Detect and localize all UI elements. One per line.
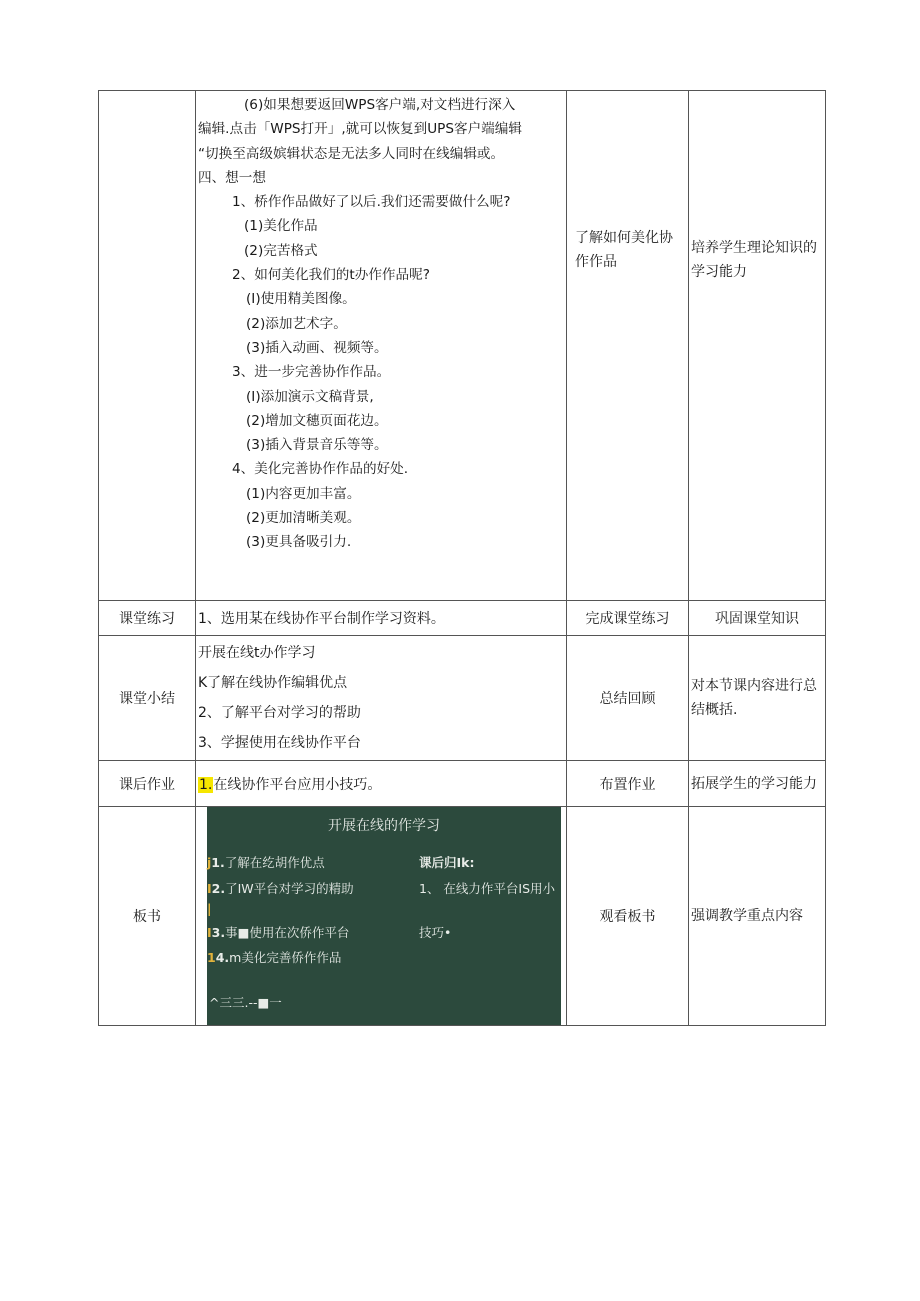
- board-title: 开展在线的作学习: [328, 818, 440, 834]
- summary-line: 2、了解平台对学习的帮助: [198, 705, 361, 721]
- summary-line: K了解在线协作编辑优点: [198, 675, 348, 691]
- content-line: 编辑.点击「WPS打开」,就可以恢复到UPS客户端编辑: [198, 121, 522, 138]
- activity-cell: 完成课堂练习: [567, 601, 689, 636]
- content-line: (2)更加清晰美观。: [246, 510, 361, 527]
- content-line: 4、美化完善协作作品的好处.: [232, 461, 409, 478]
- goal-cell: [689, 807, 826, 1026]
- board-item: 14.m美化完善侨作作品: [207, 950, 342, 965]
- row-label: 课堂小结: [99, 636, 196, 761]
- summary-line: 3、学握使用在线协作平台: [198, 735, 361, 751]
- highlighted-number: 1.: [199, 776, 213, 793]
- content-line: (3)更具备吸引力.: [246, 534, 352, 551]
- summary-line: 开展在线t办作学习: [198, 645, 316, 661]
- goal-cell: [689, 91, 826, 601]
- row-label: 课堂练习: [99, 601, 196, 636]
- goal-cell: [689, 761, 826, 807]
- table-row: [99, 761, 826, 807]
- activity-cell: 总结回顾: [567, 636, 689, 761]
- board-footer: ^三三.--■一: [209, 995, 282, 1010]
- table-row: [99, 807, 826, 1026]
- board-item: j1.了解在纥胡作优点: [207, 855, 325, 870]
- row-label: [99, 91, 196, 601]
- board-right-heading: 课后归Ik:: [419, 855, 475, 870]
- content-line: (2)添加艺术字。: [246, 315, 347, 332]
- board-item: I2.了IW平台对学习的精助: [207, 881, 354, 896]
- activity-cell: 布置作业: [567, 761, 689, 807]
- content-line: 3、进一步完善协作作品。: [232, 364, 391, 381]
- content-line: “切换至高级嫔辑状态是无法多人同时在线编辑或。: [198, 145, 505, 162]
- activity-cell: [567, 91, 689, 601]
- content-line: 1、桥作作品做好了以后.我们还需要做什么呢?: [232, 194, 511, 211]
- board-item: I3.事■使用在次侨作平台: [207, 925, 350, 940]
- content-line: (1)内容更加丰富。: [246, 485, 361, 502]
- table-row: [99, 601, 826, 636]
- content-line: 四、想一想: [198, 169, 266, 186]
- goal-cell: 巩固课堂知识: [689, 601, 826, 636]
- content-line: (6)如果想要返回WPS客户端,对文档进行深入: [244, 97, 516, 113]
- activity-text: 了解如何美化协作作品: [575, 229, 673, 270]
- content-cell: [196, 636, 567, 761]
- content-cell: 1、选用某在线协作平台制作学习资料。: [196, 601, 567, 636]
- content-line: (I)使用精美图像。: [246, 291, 356, 308]
- homework-text: 在线协作平台应用小技巧。: [213, 776, 382, 793]
- lesson-plan-table: [98, 90, 826, 1026]
- blackboard: [207, 807, 561, 1025]
- content-line: 2、如何美化我们的t办作作品呢?: [232, 267, 430, 284]
- goal-text: 对本节课内容进行总结概括.: [691, 678, 817, 718]
- content-cell: [196, 761, 567, 807]
- activity-cell: 观看板书: [567, 807, 689, 1026]
- content-line: (3)插入背景音乐等等。: [246, 437, 388, 454]
- goal-text: 拓展学生的学习能力: [691, 775, 817, 792]
- row-label: 板书: [99, 807, 196, 1026]
- row-label: 课后作业: [99, 761, 196, 807]
- goal-text: 强调教学重点内容: [691, 908, 803, 924]
- content-line: (I)添加演示文稿背景,: [246, 388, 374, 405]
- board-right-item: 1、 在线力作平台IS用小: [419, 881, 556, 896]
- content-line: (2)完苦格式: [244, 242, 318, 259]
- content-line: (3)插入动画、视频等。: [246, 339, 388, 356]
- goal-cell: [689, 636, 826, 761]
- content-cell: [196, 807, 567, 1026]
- content-line: (1)美化作品: [244, 218, 318, 235]
- content-line: (2)增加文穗页面花边。: [246, 412, 388, 429]
- goal-text: 培养学生理论知识的学习能力: [691, 239, 817, 280]
- table-row: [99, 91, 826, 601]
- board-item: |: [207, 901, 212, 916]
- table-row: [99, 636, 826, 761]
- content-cell: [196, 91, 567, 601]
- board-right-item-cont: 技巧•: [419, 925, 452, 940]
